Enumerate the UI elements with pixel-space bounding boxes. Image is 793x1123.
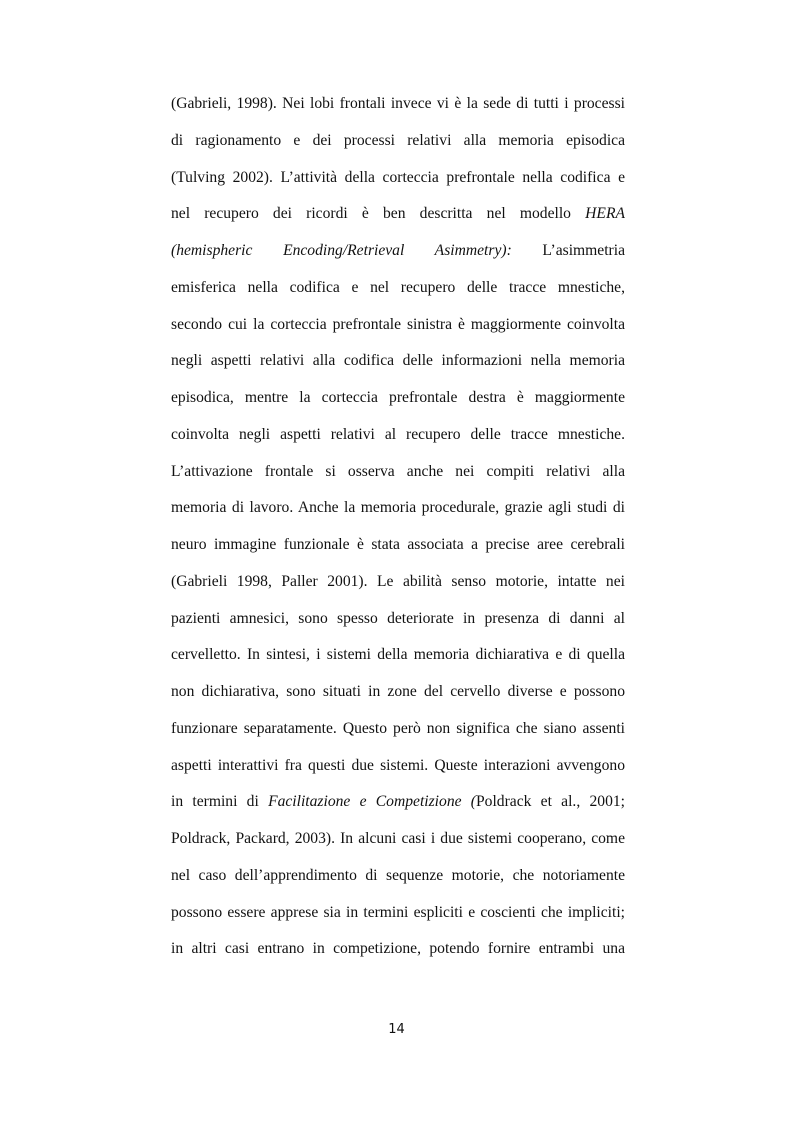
text-segment: cervelletto. In sintesi, i sistemi della memoria dichiarativa e di quella <box>171 646 625 664</box>
text-segment: possono essere apprese sia in termini espliciti e coscienti che impliciti; <box>171 903 625 921</box>
text-segment: episodica, mentre la corteccia prefrontale destra è maggiormente <box>171 389 625 406</box>
text-line <box>171 270 625 307</box>
italic-text: Facilitazione e Competizione ( <box>268 793 476 811</box>
text-line <box>171 454 625 491</box>
text-segment: nel caso dell’apprendimento di sequenze motorie, che notoriamente <box>171 866 625 884</box>
text-segment: neuro immagine funzionale è stata associata a precise aree cerebrali <box>171 536 625 553</box>
text-segment: secondo cui la corteccia prefrontale sinistra è maggiormente coinvolta <box>171 315 625 333</box>
text-line <box>171 490 625 527</box>
text-line <box>171 711 625 748</box>
text-line <box>171 380 625 417</box>
text-line <box>171 233 625 270</box>
text-segment: L’attivazione frontale si osserva anche nei compiti relativi alla <box>171 462 625 480</box>
text-segment: in altri casi entrano in competizione, potendo fornire entrambi una <box>171 940 625 958</box>
text-line <box>171 748 625 785</box>
text-segment: aspetti interattivi fra questi due sistemi. Queste interazioni avvengono <box>171 756 625 774</box>
text-line <box>171 527 625 564</box>
text-line <box>171 196 625 233</box>
text-line <box>171 674 625 711</box>
text-segment: L’asimmetria <box>511 242 625 259</box>
text-line <box>171 895 625 932</box>
text-line <box>171 858 625 895</box>
text-segment: (Gabrieli 1998, Paller 2001). Le abilità senso motorie, intatte nei <box>171 572 625 590</box>
italic-text: (hemispheric Encoding/Retrieval Asimmetry): <box>171 242 512 259</box>
text-segment: (Tulving 2002). L’attività della corteccia prefrontale nella codifica e <box>171 168 625 186</box>
text-line <box>171 307 625 344</box>
text-segment: (Gabrieli, 1998). Nei lobi frontali invece vi è la sede di tutti i processi <box>171 95 625 112</box>
text-segment: pazienti amnesici, sono spesso deteriorate in presenza di danni al <box>171 609 625 627</box>
text-segment: Poldrack, Packard, 2003). In alcuni casi i due sistemi cooperano, come <box>171 830 625 847</box>
text-line <box>171 160 625 197</box>
body-text <box>171 86 625 968</box>
page-number: 14 <box>388 1022 405 1037</box>
text-line <box>171 86 625 123</box>
text-segment: in termini di <box>171 793 269 811</box>
text-segment: memoria di lavoro. Anche la memoria procedurale, grazie agli studi di <box>171 499 625 517</box>
text-segment: nel recupero dei ricordi è ben descritta nel modello <box>171 205 586 223</box>
text-segment: coinvolta negli aspetti relativi al recupero delle tracce mnestiche. <box>171 425 625 443</box>
text-segment: Poldrack et al., 2001; <box>475 793 625 811</box>
text-segment: di ragionamento e dei processi relativi alla memoria episodica <box>171 131 625 149</box>
text-line <box>171 564 625 601</box>
text-segment: non dichiarativa, sono situati in zone del cervello diverse e possono <box>171 683 625 700</box>
text-line <box>171 637 625 674</box>
text-line <box>171 123 625 160</box>
text-segment: emisferica nella codifica e nel recupero delle tracce mnestiche, <box>171 278 625 296</box>
text-line <box>171 601 625 638</box>
text-line <box>171 784 625 821</box>
text-line <box>171 821 625 858</box>
text-segment: funzionare separatamente. Questo però non significa che siano assenti <box>171 719 625 737</box>
text-segment: negli aspetti relativi alla codifica delle informazioni nella memoria <box>171 352 625 370</box>
text-line <box>171 343 625 380</box>
text-line <box>171 931 625 968</box>
italic-text: HERA <box>585 205 625 223</box>
text-line <box>171 417 625 454</box>
